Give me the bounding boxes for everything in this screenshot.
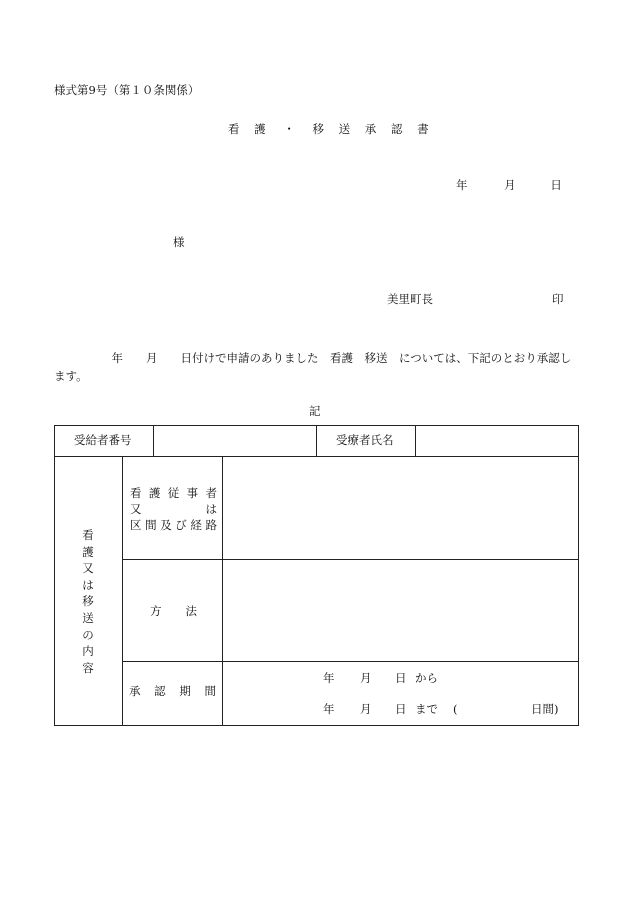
approval-period-label bbox=[129, 686, 216, 698]
table-rule bbox=[122, 559, 579, 560]
label-char: 認 bbox=[154, 684, 166, 698]
table-rule bbox=[316, 425, 317, 456]
period-from-day: 日 bbox=[395, 671, 407, 685]
period-days: 日間) bbox=[531, 702, 559, 716]
addressee-honorific: 様 bbox=[173, 235, 185, 249]
title-char: 移 bbox=[312, 122, 324, 136]
title-separator: ・ bbox=[283, 122, 295, 136]
label-char: 事 bbox=[186, 486, 199, 500]
label-char: 従 bbox=[167, 486, 180, 500]
table-rule bbox=[122, 456, 123, 726]
approval-body-text: 年 月 日付けで申請のありました 看護 移送 については、下記のとおり承認します。 bbox=[54, 351, 572, 383]
content-vertical-label: 看護又は移送の内容 bbox=[82, 528, 94, 675]
title-char: 書 bbox=[417, 122, 429, 136]
table-rule bbox=[222, 456, 223, 726]
label-char: 看 bbox=[130, 486, 142, 500]
route-label-line bbox=[130, 485, 217, 501]
title-char: 看 bbox=[228, 122, 240, 136]
patient-name-label: 受療者氏名 bbox=[336, 433, 394, 447]
title-char: 承 bbox=[364, 122, 377, 136]
table-border-right bbox=[578, 425, 579, 726]
period-from-suffix: から bbox=[415, 671, 438, 685]
label-char: 法 bbox=[185, 604, 197, 618]
date-year: 年 bbox=[456, 178, 468, 192]
period-to-year: 年 bbox=[323, 702, 335, 716]
period-from-year: 年 bbox=[323, 671, 335, 685]
date-month: 月 bbox=[504, 178, 516, 192]
label-char: 期 bbox=[179, 684, 191, 698]
table-rule bbox=[54, 456, 579, 457]
document-title bbox=[228, 124, 429, 136]
label-char: 方 bbox=[150, 604, 162, 618]
label-char: 経 bbox=[190, 518, 202, 532]
issue-date bbox=[456, 180, 562, 192]
date-day: 日 bbox=[550, 178, 562, 192]
label-char: 承 bbox=[129, 684, 141, 698]
label-char: 間 bbox=[204, 684, 216, 698]
period-from-month: 月 bbox=[360, 671, 372, 685]
route-label bbox=[130, 485, 217, 533]
title-char: 認 bbox=[390, 122, 403, 136]
period-open-paren: ( bbox=[453, 702, 458, 716]
label-char: 者 bbox=[205, 486, 217, 500]
title-char: 送 bbox=[338, 122, 351, 136]
table-rule bbox=[415, 425, 416, 456]
recipient-number-label: 受給者番号 bbox=[74, 433, 132, 447]
label-char: 間 bbox=[145, 518, 157, 532]
label-char: 路 bbox=[205, 518, 217, 532]
issuer-name: 美里町長 bbox=[387, 292, 433, 306]
label-char: 及 bbox=[160, 518, 172, 532]
label-char: 又 bbox=[130, 502, 142, 516]
label-char: 区 bbox=[130, 518, 142, 532]
method-label bbox=[150, 606, 197, 618]
table-border-left bbox=[54, 425, 55, 726]
title-char: 護 bbox=[254, 122, 266, 136]
period-to-month: 月 bbox=[360, 702, 372, 716]
table-rule bbox=[122, 661, 579, 662]
period-to-suffix: まで bbox=[415, 702, 438, 716]
route-label-line bbox=[130, 501, 217, 517]
label-char: は bbox=[205, 502, 217, 516]
route-label-line bbox=[130, 517, 217, 533]
period-to-day: 日 bbox=[395, 702, 407, 716]
seal-mark: 印 bbox=[552, 292, 564, 306]
label-char: び bbox=[175, 518, 187, 532]
table-rule bbox=[153, 425, 154, 456]
form-number: 様式第9号（第１０条関係） bbox=[54, 83, 200, 97]
ki-heading: 記 bbox=[309, 404, 321, 418]
label-char: 護 bbox=[148, 486, 161, 500]
table-border-bottom bbox=[54, 725, 579, 726]
